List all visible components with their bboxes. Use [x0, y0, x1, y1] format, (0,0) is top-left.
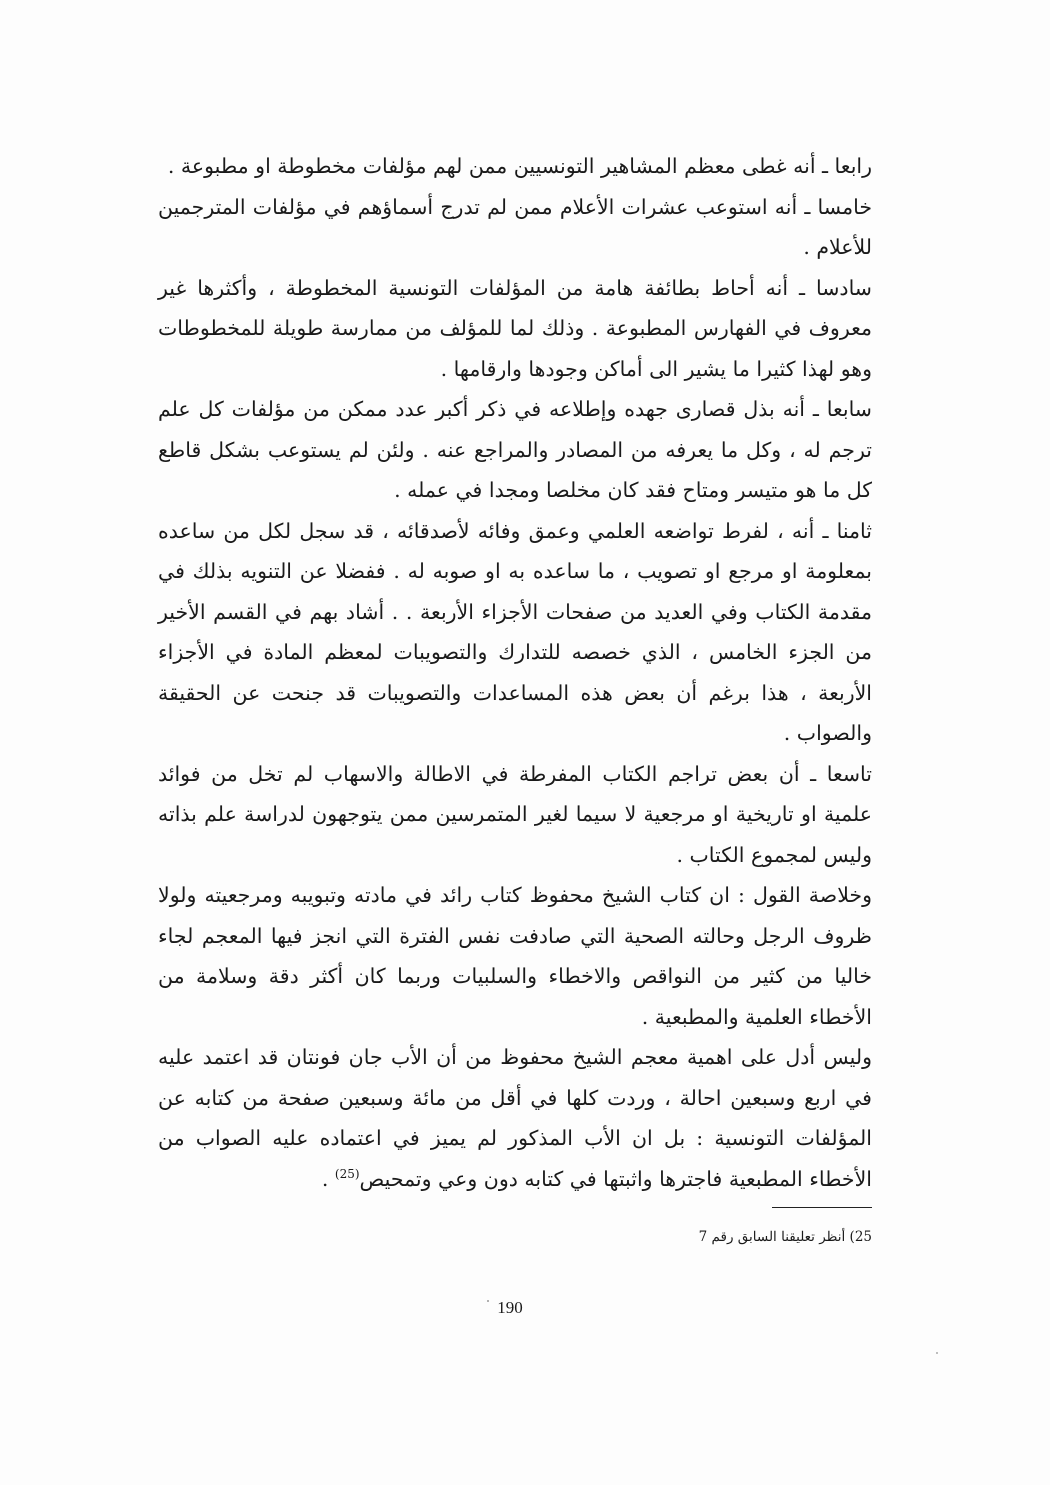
footnote-divider: [772, 1207, 872, 1208]
paragraph-rabi-an: رابعا ـ أنه غطى معظم المشاهير التونسيين ممن لهم مؤلفات مخطوطة او مطبوعة .: [167, 154, 872, 178]
paragraph-final: [158, 1037, 872, 1199]
scan-artifact-speck: [936, 1352, 938, 1354]
paragraph-conclusion: وخلاصة القول : ان كتاب الشيخ محفوظ كتاب رائد في مادته وتبويبه ومرجعيته ولولا ظروف الرجل وحالته الصحية التي صادفت نفس الفترة التي انجز فيها المعجم لجاء خاليا من كثير من النواقص والاخطاء والسلبيات وربما كان أكثر دقة وسلامة من الأخطاء العلمية والمطبعية .: [158, 883, 872, 1029]
body-text: [158, 146, 872, 1199]
paragraph-sadisan: سادسا ـ أنه أحاط بطائفة هامة من المؤلفات التونسية المخطوطة ، وأكثرها غير معروف في الفهارس المطبوعة . وذلك لما للمؤلف من ممارسة طويلة للمخطوطات وهو لهذا كثيرا ما يشير الى أماكن وجودها وارقامها .: [158, 275, 872, 381]
paragraph-thaminan: ثامنا ـ أنه ، لفرط تواضعه العلمي وعمق وفائه لأصدقائه ، قد سجل لكل من ساعده بمعلومة او مرجع او تصويب ، ما ساعده به او صوبه له . ففضلا عن التنويه بذلك في مقدمة الكتاب وفي العديد من صفحات الأجزاء الأربعة . . أشاد بهم في القسم الأخير من الجزء الخامس ، الذي خصصه للتدارك والتصويبات لمعظم المادة في الأجزاء الأربعة ، هذا برغم أن بعض هذه المساعدات والتصويبات قد جنحت عن الحقيقة والصواب .: [158, 518, 872, 745]
paragraph-khamisan: خامسا ـ أنه استوعب عشرات الأعلام ممن لم تدرج أسماؤهم في مؤلفات المترجمين للأعلام .: [158, 194, 872, 259]
paragraph-tasi-an: تاسعا ـ أن بعض تراجم الكتاب المفرطة في الاطالة والاسهاب لم تخل من فوائد علمية او تاريخية او مرجعية لا سيما لغير المتمرسين ممن يتوجهون لدراسة علم بذاته وليس لمجموع الكتاب .: [158, 761, 872, 867]
paragraph-final-period: .: [321, 1166, 329, 1191]
page-number: 190: [497, 1298, 523, 1317]
paragraph-sabi-an: سابعا ـ أنه بذل قصارى جهده وإطلاعه في ذكر أكبر عدد ممكن من مؤلفات كل علم ترجم له ، وكل ما يعرفه من المصادر والمراجع عنه . ولئن لم يستوعب بشكل قاطع كل ما هو متيسر ومتاح فقد كان مخلصا ومجدا في عمله .: [158, 397, 872, 502]
paragraph-final-text: وليس أدل على اهمية معجم الشيخ محفوظ من أن الأب جان فونتان قد اعتمد عليه في اربع وسبعين احالة ، وردت كلها في أقل من مائة وسبعين صفحة من كتابه عن المؤلفات التونسية : بل ان الأب المذكور لم يميز في اعتماده عليه الصواب من الأخطاء المطبعية فاجترها واثبتها في كتابه دون وعي وتمحيص: [158, 1045, 872, 1191]
footnote-text: 25) أنظر تعليقنا السابق رقم 7: [698, 1229, 872, 1245]
footnote-reference-marker: (25): [334, 1166, 360, 1181]
